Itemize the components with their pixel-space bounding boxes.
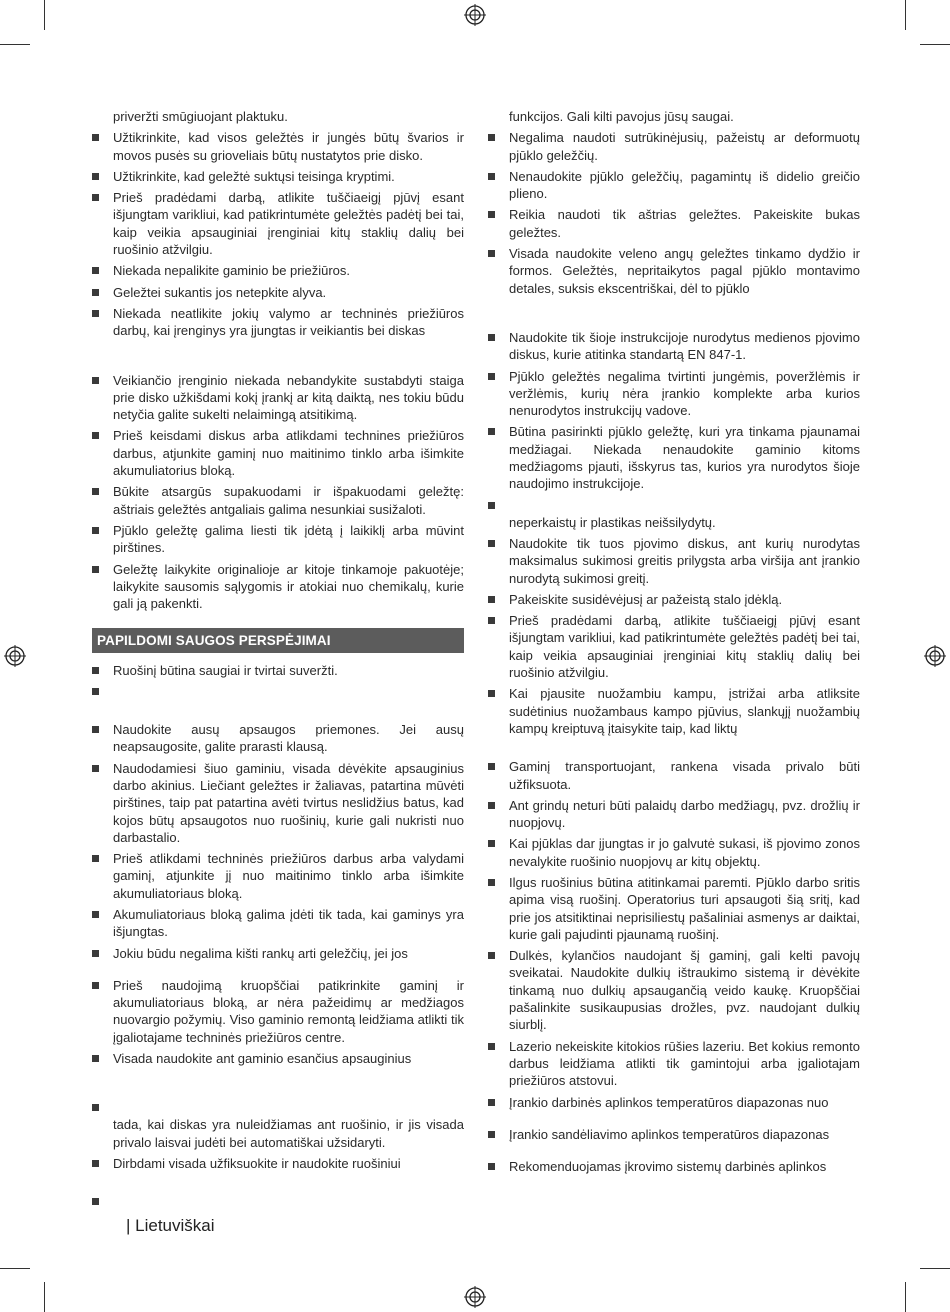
bullet-item: Negalima naudoti sutrūkinėjusių, pažeistų ar deformuotų pjūklo geležčių. — [488, 129, 860, 164]
paragraph: neperkaistų ir plastikas neišsilydytų. — [509, 514, 716, 530]
registration-mark-icon — [4, 645, 26, 667]
bullet-item: Geležtę laikykite originalioje ar kitoje tinkamoje pakuotėje; laikykite sausomis sąlygomis ir atokiai nuo chemikalų, kurie gali ją pakenkti. — [92, 561, 464, 613]
bullet-item: Užtikrinkite, kad geležtė suktųsi teisinga kryptimi. — [92, 168, 464, 185]
registration-mark-icon — [924, 645, 946, 667]
bullet-item: Ilgus ruošinius būtina atitinkamai paremti. Pjūklo darbo sritis apima visą ruošinį. Operatorius turi apsaugoti šią sritį, kad prie jos atsitiktinai neprisiliestų pašaliniai asmenys ar daiktai, kurie gali pajudinti pjaunamą ruošinį. — [488, 874, 860, 943]
bullet-item: Būkite atsargūs supakuodami ir išpakuodami geležtę: aštriais geležtės antgaliais galima nesunkiai susižaloti. — [92, 483, 464, 518]
bullet-item: Rekomenduojamas įkrovimo sistemų darbinės aplinkos — [488, 1158, 860, 1175]
section-heading: PAPILDOMI SAUGOS PERSPĖJIMAI — [92, 628, 464, 652]
crop-mark — [905, 0, 906, 30]
bullet-item: Kai pjūklas dar įjungtas ir jo galvutė sukasi, iš pjovimo zonos nevalykite ruošinio nuopjovų ar kitų objektų. — [488, 835, 860, 870]
bullet-item: Prieš keisdami diskus arba atlikdami technines priežiūros darbus, atjunkite gaminį nuo maitinimo tinklo arba išimkite akumuliatorius bloką. — [92, 427, 464, 479]
paragraph: tada, kai diskas yra nuleidžiamas ant ruošinio, ir jis visada privalo laisvai judėti bei automatiškai užsidaryti. — [113, 1117, 464, 1150]
bullet-item: Prieš atlikdami techninės priežiūros darbus arba valydami gaminį, atjunkite jį nuo maitinimo tinklo arba išimkite akumuliatoriaus bloką. — [92, 850, 464, 902]
bullet-item: Prieš naudojimą kruopščiai patikrinkite gaminį ir akumuliatoriaus bloką, ar nėra pažeidimų ar medžiagos nuovargio požymių. Viso gaminio remontą leidžiama atlikti tik įgaliotajame techninės priežiūros centre. — [92, 977, 464, 1046]
bullet-item: Reikia naudoti tik aštrias geležtes. Pakeiskite bukas geležtes. — [488, 206, 860, 241]
crop-mark — [44, 0, 45, 30]
crop-mark — [920, 1268, 950, 1269]
bullet-item: Įrankio darbinės aplinkos temperatūros diapazonas nuo — [488, 1094, 860, 1111]
right-column — [488, 108, 860, 1179]
bullet-item: Veikiančio įrenginio niekada nebandykite sustabdyti staiga prie disko užkišdami kokį įrankį ar kitą daiktą, nes tokiu būdu netyčia galite sukelti nelaimingą atsitikimą. — [92, 372, 464, 424]
bullet-item: Visada naudokite ant gaminio esančius apsauginius — [92, 1050, 464, 1067]
bullet-item: Naudokite tik šioje instrukcijoje nurodytus medienos pjovimo diskus, kurie atitinka standartą EN 847-1. — [488, 329, 860, 364]
registration-mark-icon — [464, 1286, 486, 1308]
bullet-item: Naudokite ausų apsaugos priemones. Jei ausų neapsaugosite, galite prarasti klausą. — [92, 721, 464, 756]
bullet-item: Geležtei sukantis jos netepkite alyva. — [92, 284, 464, 301]
bullet-item: Prieš pradėdami darbą, atlikite tuščiaeigį pjūvį esant išjungtam varikliui, kad patikrintumėte geležtės padėtį bei tai, kaip veikia apsauginiai įrenginiai kitų staklių dalių bei ruošinio atžvilgiu. — [488, 612, 860, 681]
bullet-item — [92, 683, 464, 700]
crop-mark — [0, 44, 30, 45]
crop-mark — [44, 1282, 45, 1312]
bullet-item — [92, 1099, 464, 1116]
bullet-item: Prieš pradėdami darbą, atlikite tuščiaeigį pjūvį esant išjungtam varikliui, kad patikrintumėte geležtės padėtį bei tai, kaip veikia apsauginiai įrenginiai kitų staklių dalių bei ruošinio atžvilgiu. — [92, 189, 464, 258]
bullet-item: Pjūklo geležtę galima liesti tik įdėtą į laikiklį arba mūvint pirštines. — [92, 522, 464, 557]
bullet-item: Dulkės, kylančios naudojant šį gaminį, gali kelti pavojų sveikatai. Naudokite dulkių ištraukimo sistemą ir dėvėkite tinkamą nuo dulkių apsaugančią veido kaukę. Kruopščiai pašalinkite susikaupusias drožles, pvz. naudojant dulkių siurblį. — [488, 947, 860, 1033]
bullet-item — [92, 1193, 464, 1210]
bullet-item: Jokiu būdu negalima kišti rankų arti geležčių, jei jos — [92, 945, 464, 962]
bullet-item: Akumuliatoriaus bloką galima įdėti tik tada, kai gaminys yra išjungtas. — [92, 906, 464, 941]
bullet-item: Kai pjausite nuožambiu kampu, įstrižai arba atliksite sudėtinius nuožambaus kampo pjūvius, slankųjį nuožambių kampų kreiptuvą įtaisykite taip, kad liktų — [488, 685, 860, 737]
paragraph: funkcijos. Gali kilti pavojus jūsų saugai. — [509, 109, 734, 124]
page-footer-language: | Lietuviškai — [126, 1216, 215, 1235]
bullet-item: Lazerio nekeiskite kitokios rūšies lazeriu. Bet kokius remonto darbus leidžiama atlikti tik gamintojui arba įgaliotajam priežiūros atstovui. — [488, 1038, 860, 1090]
bullet-item: Gaminį transportuojant, rankena visada privalo būti užfiksuota. — [488, 758, 860, 793]
bullet-item: Naudokite tik tuos pjovimo diskus, ant kurių nurodytas maksimalus sukimosi greitis prilygsta arba viršija ant įrankio nurodytą sukimosi greitį. — [488, 535, 860, 587]
bullet-item: Naudodamiesi šiuo gaminiu, visada dėvėkite apsauginius darbo akinius. Liečiant geležtes ir žaliavas, patartina mūvėti pirštines, taip pat patartina avėti tvirtus neslidžius batus, kad kojos būtų apsaugotos nuo ruošinių, kurie gali nukristi nuo darbastalio. — [92, 760, 464, 846]
bullet-item: Ruošinį būtina saugiai ir tvirtai suveržti. — [92, 662, 464, 679]
bullet-item — [488, 497, 860, 514]
bullet-item: Dirbdami visada užfiksuokite ir naudokite ruošiniui — [92, 1155, 464, 1172]
bullet-item: Įrankio sandėliavimo aplinkos temperatūros diapazonas — [488, 1126, 860, 1143]
bullet-item: Būtina pasirinkti pjūklo geležtę, kuri yra tinkama pjaunamai medžiagai. Niekada nenaudokite gaminio kitoms medžiagoms pjauti, išskyrus tas, kurios yra nurodytos šioje naudojimo instrukcijoje. — [488, 423, 860, 492]
crop-mark — [920, 44, 950, 45]
bullet-item: Visada naudokite veleno angų geležtes tinkamo dydžio ir formos. Geležtės, nepritaikytos pagal pjūklo montavimo detales, suksis ekscentriškai, dėl to pjūklo — [488, 245, 860, 297]
bullet-item: Užtikrinkite, kad visos geležtės ir jungės būtų švarios ir movos pusės su grioveliais būtų nustatytos prie disko. — [92, 129, 464, 164]
bullet-item: Pjūklo geležtės negalima tvirtinti jungėmis, poveržlėmis ir veržlėmis, kurių nėra įrankio komplekte arba kurios nenurodytos instrukcijų vadove. — [488, 368, 860, 420]
left-column — [92, 108, 464, 1214]
registration-mark-icon — [464, 4, 486, 26]
bullet-item: Nenaudokite pjūklo geležčių, pagamintų iš didelio greičio plieno. — [488, 168, 860, 203]
bullet-item: Niekada neatlikite jokių valymo ar techninės priežiūros darbų, kai įrenginys yra įjungtas ir veikiantis bei diskas — [92, 305, 464, 340]
crop-mark — [0, 1268, 30, 1269]
bullet-item: Ant grindų neturi būti palaidų darbo medžiagų, pvz. drožlių ir nuopjovų. — [488, 797, 860, 832]
paragraph: priveržti smūgiuojant plaktuku. — [113, 109, 288, 124]
bullet-item: Niekada nepalikite gaminio be priežiūros. — [92, 262, 464, 279]
bullet-item: Pakeiskite susidėvėjusį ar pažeistą stalo įdėklą. — [488, 591, 860, 608]
crop-mark — [905, 1282, 906, 1312]
